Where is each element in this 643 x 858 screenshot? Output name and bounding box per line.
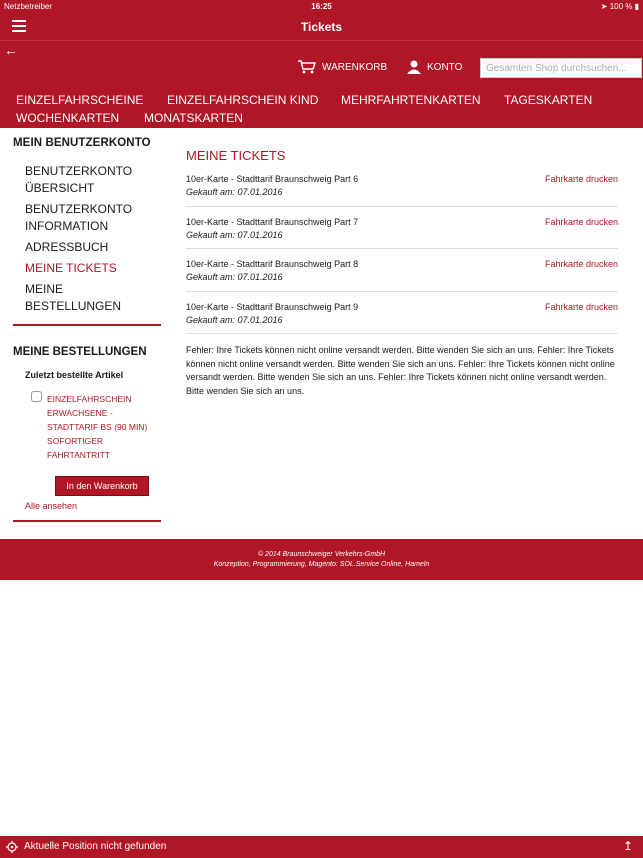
category-monatskarten[interactable]: MONATSKARTEN — [144, 111, 243, 125]
orders-title: MEINE BESTELLUNGEN — [13, 346, 147, 358]
print-ticket-link[interactable]: Fahrkarte drucken — [544, 216, 618, 227]
reorder-checkbox[interactable] — [31, 391, 42, 402]
view-all-link[interactable]: Alle ansehen — [25, 501, 78, 511]
category-mehrfahrtenkarten[interactable]: MEHRFAHRTENKARTEN — [341, 93, 481, 107]
ticket-date: Gekauft am: 07.01.2016 — [186, 229, 283, 240]
tickets-content — [186, 128, 618, 398]
ticket-name: 10er-Karte - Stadttarif Braunschweig Part 6 — [186, 174, 359, 184]
sidebar-divider — [13, 324, 161, 326]
credits-text: Konzeption, Programmierung, Magento: SOL.Service Online, Hameln — [213, 561, 430, 568]
error-message: Fehler: Ihre Tickets können nicht online versandt werden. Bitte wenden Sie sich an uns. Fehler: Ihre Tickets können nicht online versandt werden. Bitte wenden Sie sich an uns. Fehler: Ihre Tickets können nicht online versandt werden. Bitte wenden Sie sich an uns. Fehler: Ihre Tickets können nicht online versandt werden. Bitte wenden Sie sich an uns. — [186, 345, 615, 396]
sidebar-item-my-orders[interactable]: MEINE BESTELLUNGEN — [25, 282, 122, 313]
sidebar-menu — [13, 163, 161, 315]
page-title: Tickets — [300, 20, 343, 34]
add-to-cart-button[interactable]: In den Warenkorb — [55, 476, 149, 496]
category-einzelfahrschein-kind[interactable]: EINZELFAHRSCHEIN KIND — [167, 93, 319, 107]
recent-order-name[interactable]: EINZELFAHRSCHEIN ERWACHSENE - STADTTARIF BS (90 MIN) SOFORTIGER FAHRTANTRITT — [47, 394, 148, 460]
user-icon — [407, 60, 421, 74]
ticket-date: Gekauft am: 07.01.2016 — [186, 272, 283, 282]
location-target-icon — [6, 841, 18, 853]
location-bar — [0, 836, 643, 858]
account-sidebar — [13, 128, 161, 522]
ticket-date: Gekauft am: 07.01.2016 — [186, 187, 283, 197]
ticket-name: 10er-Karte - Stadttarif Braunschweig Part 9 — [186, 301, 359, 312]
app-navbar — [0, 14, 643, 40]
account-link[interactable] — [407, 60, 462, 74]
sidebar-title: MEIN BENUTZERKONTO — [13, 137, 151, 149]
carrier-label: Netzbetreiber — [4, 2, 53, 11]
shopping-cart-icon — [298, 60, 316, 74]
sidebar-item-address-book[interactable]: ADRESSBUCH — [25, 240, 109, 254]
status-bar — [0, 0, 643, 14]
sidebar-item-account-information[interactable]: BENUTZERKONTO INFORMATION — [25, 202, 133, 233]
ticket-row — [186, 292, 618, 335]
print-ticket-link[interactable]: Fahrkarte drucken — [544, 301, 618, 312]
recent-orders-subtitle: Zuletzt bestellte Artikel — [25, 370, 124, 380]
category-wochenkarten[interactable]: WOCHENKARTEN — [16, 111, 120, 125]
category-tageskarten[interactable]: TAGESKARTEN — [504, 93, 593, 107]
account-label: KONTO — [427, 61, 463, 73]
shop-header — [0, 40, 643, 128]
back-arrow-icon[interactable]: ← — [4, 42, 18, 58]
battery-indicator: ➤ 100 % ▮ — [600, 2, 639, 11]
cart-label: WARENKORB — [322, 61, 388, 73]
site-footer — [0, 539, 643, 580]
ticket-list — [186, 164, 618, 334]
cart-link[interactable] — [298, 60, 387, 74]
sidebar-item-my-tickets[interactable]: MEINE TICKETS — [25, 261, 117, 275]
expand-arrow-icon[interactable]: ↥ — [622, 839, 633, 853]
ticket-row — [186, 164, 618, 207]
sidebar-divider-bottom — [13, 520, 161, 522]
category-nav — [16, 91, 636, 127]
ticket-name: 10er-Karte - Stadttarif Braunschweig Part 8 — [186, 259, 359, 269]
category-einzelfahrscheine[interactable]: EINZELFAHRSCHEINE — [16, 93, 144, 107]
ticket-row — [186, 207, 618, 250]
ticket-date: Gekauft am: 07.01.2016 — [186, 314, 283, 325]
print-ticket-link[interactable]: Fahrkarte drucken — [544, 259, 618, 269]
recent-order-item — [13, 392, 161, 462]
ticket-row — [186, 249, 618, 292]
section-title: MEINE TICKETS — [186, 148, 286, 163]
clock: 16:25 — [311, 2, 332, 11]
print-ticket-link[interactable]: Fahrkarte drucken — [544, 174, 618, 184]
location-status: Aktuelle Position nicht gefunden — [24, 841, 167, 852]
ticket-name: 10er-Karte - Stadttarif Braunschweig Part 7 — [186, 216, 359, 227]
copyright-text: © 2014 Braunschweiger Verkehrs-GmbH — [257, 551, 386, 558]
sidebar-item-account-overview[interactable]: BENUTZERKONTO ÜBERSICHT — [25, 164, 133, 195]
battery-level: 100 % — [609, 2, 633, 11]
search-input[interactable] — [480, 58, 642, 78]
